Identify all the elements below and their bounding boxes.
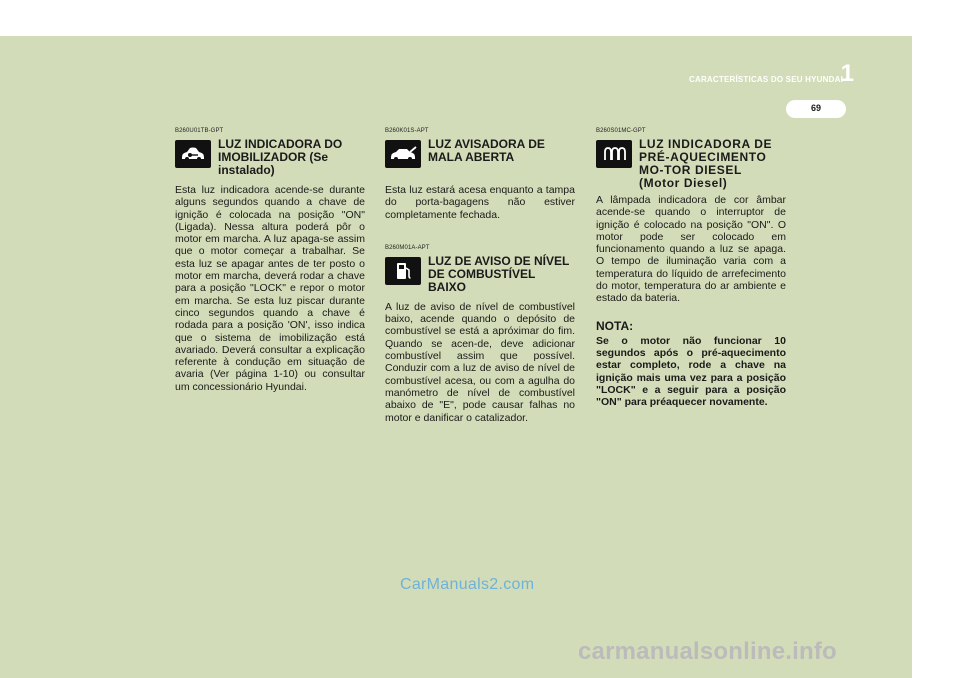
section-header <box>385 136 575 180</box>
section-code: B260U01TB-GPT <box>175 128 224 134</box>
watermark-carmanualsonline: carmanualsonline.info <box>578 638 837 665</box>
note-title: NOTA: <box>596 318 634 333</box>
chapter-title: CARACTERÍSTICAS DO SEU HYUNDAI <box>688 75 843 84</box>
section-title: LUZ INDICADORA DO IMOBILIZADOR (Se instalado) <box>218 137 343 177</box>
watermark-carmanuals2: CarManuals2.com <box>400 576 535 593</box>
section-body: Esta luz indicadora acende-se durante alguns segundos quando a chave de ignição é colocada na posição "ON" (Ligada). Nessa altura poderá pôr o motor em marcha. A luz apaga-se assim que o motor começar a trabalhar. Se esta luz se apagar antes de ter posto o motor em marcha, deverá rodar a chave para a posição "LOCK" e repor o motor em marcha. Se esta luz piscar durante cinco segundos quando a chave é rodada para a posição 'ON', isso indica que o sistema de imobilização está avariado. Deverá consultar a explicação referente à condução em situação de avaria (Ver página 1-10) ou consultar um concessionário Hyundai. <box>175 184 365 393</box>
section-title: LUZ DE AVISO DE NÍVEL DE COMBUSTÍVEL BAIXO <box>428 253 570 294</box>
section-title: LUZ AVISADORA DE MALA ABERTA <box>428 137 545 164</box>
section-code: B260K01S-APT <box>385 128 429 134</box>
section-header <box>596 136 786 190</box>
column-immobilizer <box>175 128 365 393</box>
trunk-open-icon <box>385 140 421 168</box>
section-title: LUZ INDICADORA DE PRÉ-AQUECIMENTO MO-TOR DIESEL (Motor Diesel) <box>639 137 773 190</box>
section-body: Esta luz estará acesa enquanto a tampa do porta-bagagens não estiver completamente fechada. <box>385 184 575 221</box>
glow-plug-icon <box>596 140 632 168</box>
column-trunk-fuel <box>385 128 575 424</box>
section-body: A luz de aviso de nível de combustível baixo, acende quando o depósito de combustível se está a apróximar do fim. Quando se acen-de, deve adicionar combustível assim que possível. Conduzir com a luz de aviso de nível de combustível acesa, ou com a agulha do manómetro de nível de combustível abaixo de "E", pode causar falhas no motor e danificar o catalizador. <box>385 300 575 424</box>
chapter-number: 1 <box>840 60 854 87</box>
note-text: Se o motor não funcionar 10 segundos após o pré-aquecimento estar completo, rode a chave na ignição mais uma vez para a posição "LOCK" e a seguir para a posição "ON" para préaquecer novamente. <box>596 334 786 409</box>
section-header <box>385 253 575 297</box>
section-code: B260S01MC-GPT <box>596 128 646 134</box>
fuel-pump-icon <box>385 257 421 285</box>
section-header <box>175 136 365 180</box>
immobilizer-key-car-icon <box>175 140 211 168</box>
column-glow-plug <box>596 128 786 408</box>
page-number: 69 <box>810 103 821 113</box>
section-code: B260M01A-APT <box>385 244 430 251</box>
section-body: A lâmpada indicadora de cor âmbar acende-se quando o interruptor de ignição é colocado na posição "ON". O motor pode ser colocado em funcionamento quando a luz se apaga. O tempo de iluminação varia com a temperatura do líquido de arrefecimento do motor, temperatura do ar ambiente e estado da bateria. <box>596 194 786 305</box>
